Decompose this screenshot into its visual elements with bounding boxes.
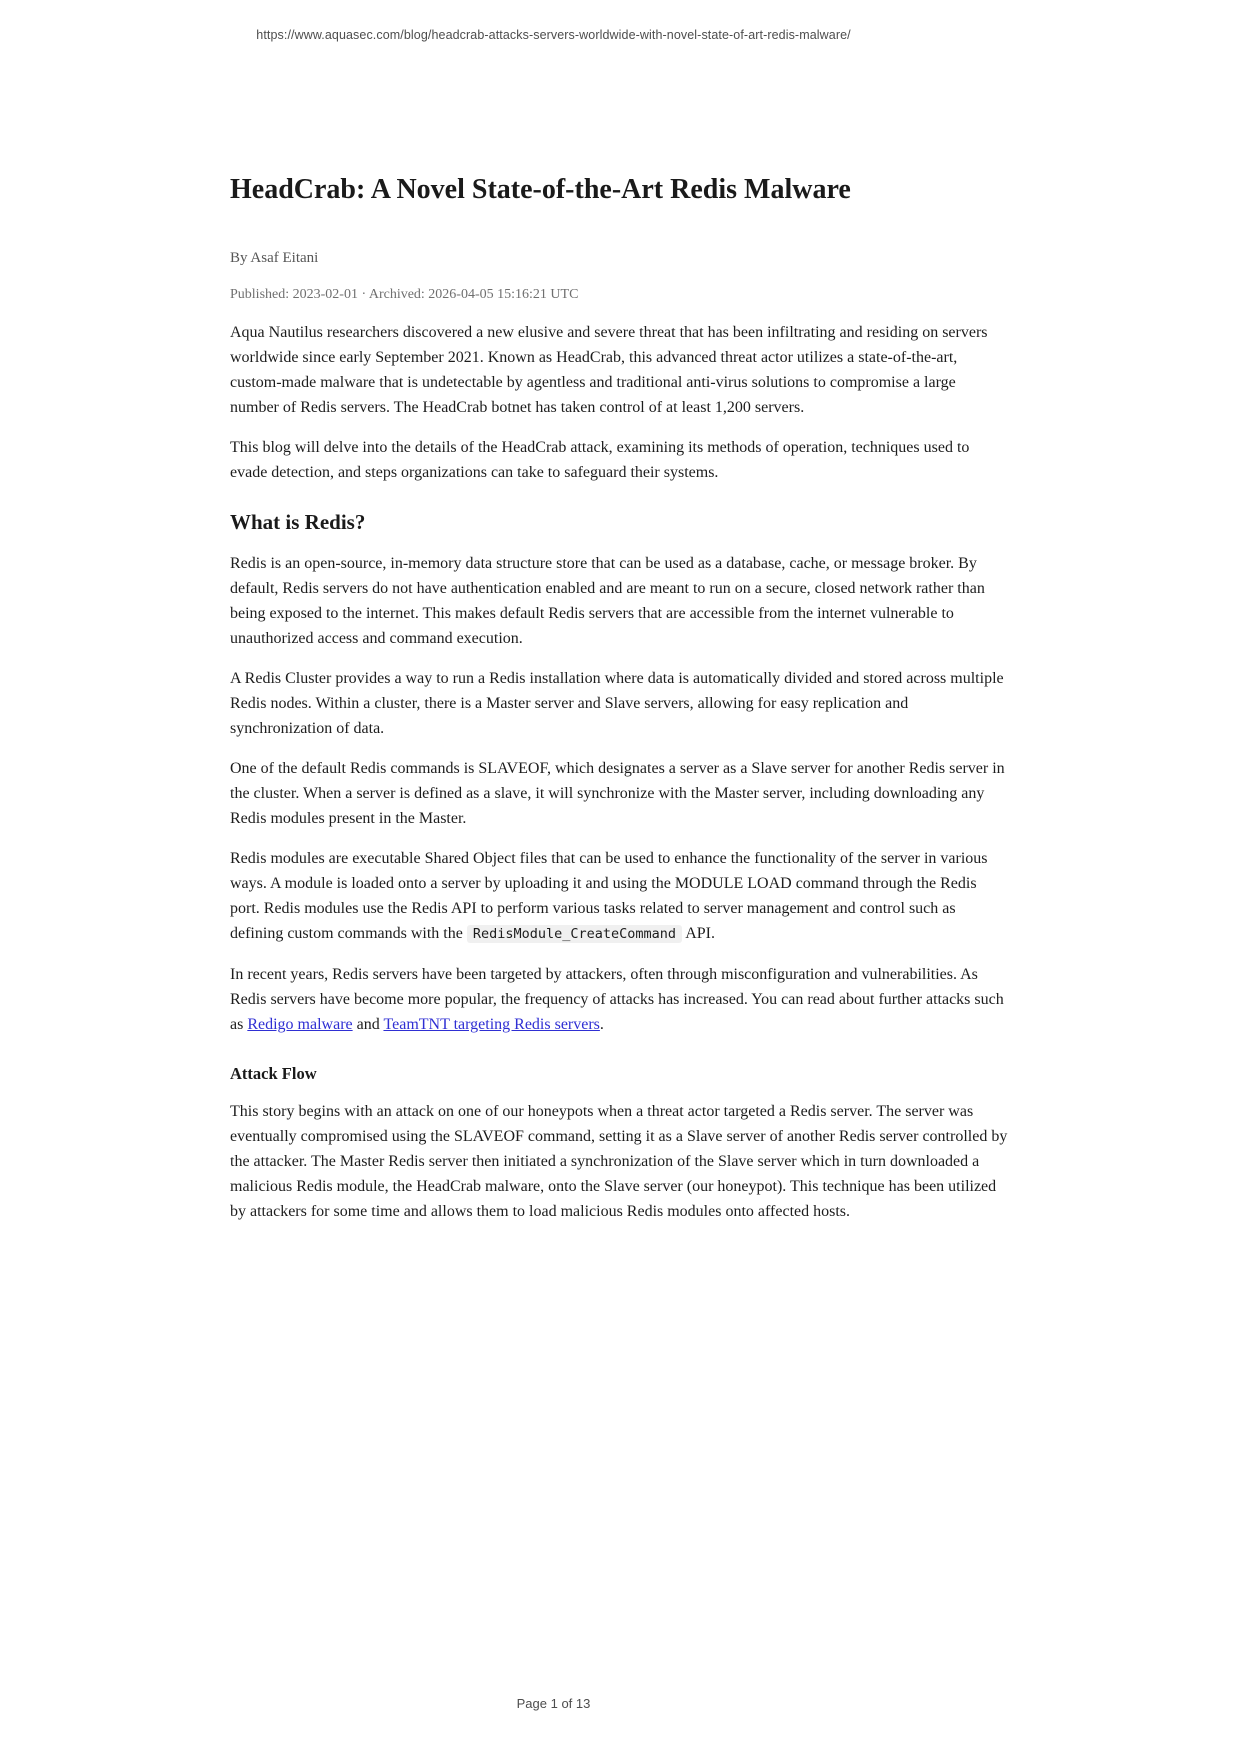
redis-overview-paragraph: Redis is an open-source, in-memory data structure store that can be used as a database, cache, or message broker. By default, Redis servers do not have authentication enabled and are meant to run on a secure, closed network rather than being exposed to the internet. This makes default Redis servers that are accessible from the internet vulnerable to unauthorized access and command execution. [230, 555, 985, 648]
print-footer-page-number: Page 1 of 13 [516, 1696, 591, 1711]
author-byline: By Asaf Eitani [230, 250, 319, 267]
slaveof-command-paragraph: One of the default Redis commands is SLAVEOF, which designates a server as a Slave server for another Redis server in the cluster. When a server is defined as a slave, it will synchronize with the Master server, including downloading any Redis modules present in the Master. [230, 760, 1005, 828]
publish-archive-meta: Published: 2023-02-01 · Archived: 2026-04-05 15:16:21 UTC [230, 287, 579, 303]
section-heading-what-is-redis: What is Redis? [230, 510, 366, 535]
article-body [230, 0, 1008, 1239]
recent-attacks-paragraph [230, 962, 1008, 1037]
link-conjunction-text: and [356, 1016, 380, 1034]
redismodule-createcommand-code: RedisModule_CreateCommand [467, 925, 682, 943]
intro-paragraph-1: Aqua Nautilus researchers discovered a new elusive and severe threat that has been infiltrating and residing on servers worldwide since early September 2021. Known as HeadCrab, this advanced threat actor utilizes a state-of-the-art, custom-made malware that is undetectable by agentless and traditional anti-virus solutions to compromise a large number of Redis servers. The HeadCrab botnet has taken control of at least 1,200 servers. [230, 324, 988, 417]
redis-modules-paragraph [230, 846, 1008, 947]
redis-modules-text: Redis modules are executable Shared Object files that can be used to enhance the functionality of the server in various ways. A module is loaded onto a server by uploading it and using the MODULE LOAD command through the Redis port. Redis modules use the Redis API to perform various tasks related to server management and control such as defining custom commands with the [230, 850, 988, 943]
redis-cluster-paragraph: A Redis Cluster provides a way to run a Redis installation where data is automatically divided and stored across multiple Redis nodes. Within a cluster, there is a Master server and Slave servers, allowing for easy replication and synchronization of data. [230, 670, 1004, 738]
recent-attacks-text: In recent years, Redis servers have been targeted by attackers, often through misconfiguration and vulnerabilities. As Redis servers have become more popular, the frequency of attacks has increased. You can read about further attacks such as [230, 966, 1004, 1034]
redis-modules-text-end: API. [685, 925, 715, 943]
recent-attacks-text-end: . [599, 1016, 604, 1034]
section-heading-attack-flow: Attack Flow [230, 1064, 317, 1084]
print-header-url: https://www.aquasec.com/blog/headcrab-attacks-servers-worldwide-with-novel-state-of-art-redis-malware/ [256, 28, 851, 42]
teamtnt-redis-link[interactable]: TeamTNT targeting Redis servers [383, 1016, 600, 1034]
redigo-malware-link[interactable]: Redigo malware [247, 1016, 353, 1034]
intro-paragraph-2: This blog will delve into the details of the HeadCrab attack, examining its methods of operation, techniques used to evade detection, and steps organizations can take to safeguard their systems. [230, 439, 970, 482]
attack-flow-paragraph: This story begins with an attack on one of our honeypots when a threat actor targeted a Redis server. The server was eventually compromised using the SLAVEOF command, setting it as a Slave server of another Redis server controlled by the attacker. The Master Redis server then initiated a synchronization of the Slave server which in turn downloaded a malicious Redis module, the HeadCrab malware, onto the Slave server (our honeypot). This technique has been utilized by attackers for some time and allows them to load malicious Redis modules onto affected hosts. [230, 1103, 1008, 1221]
page-title: HeadCrab: A Novel State-of-the-Art Redis Malware [230, 174, 851, 205]
